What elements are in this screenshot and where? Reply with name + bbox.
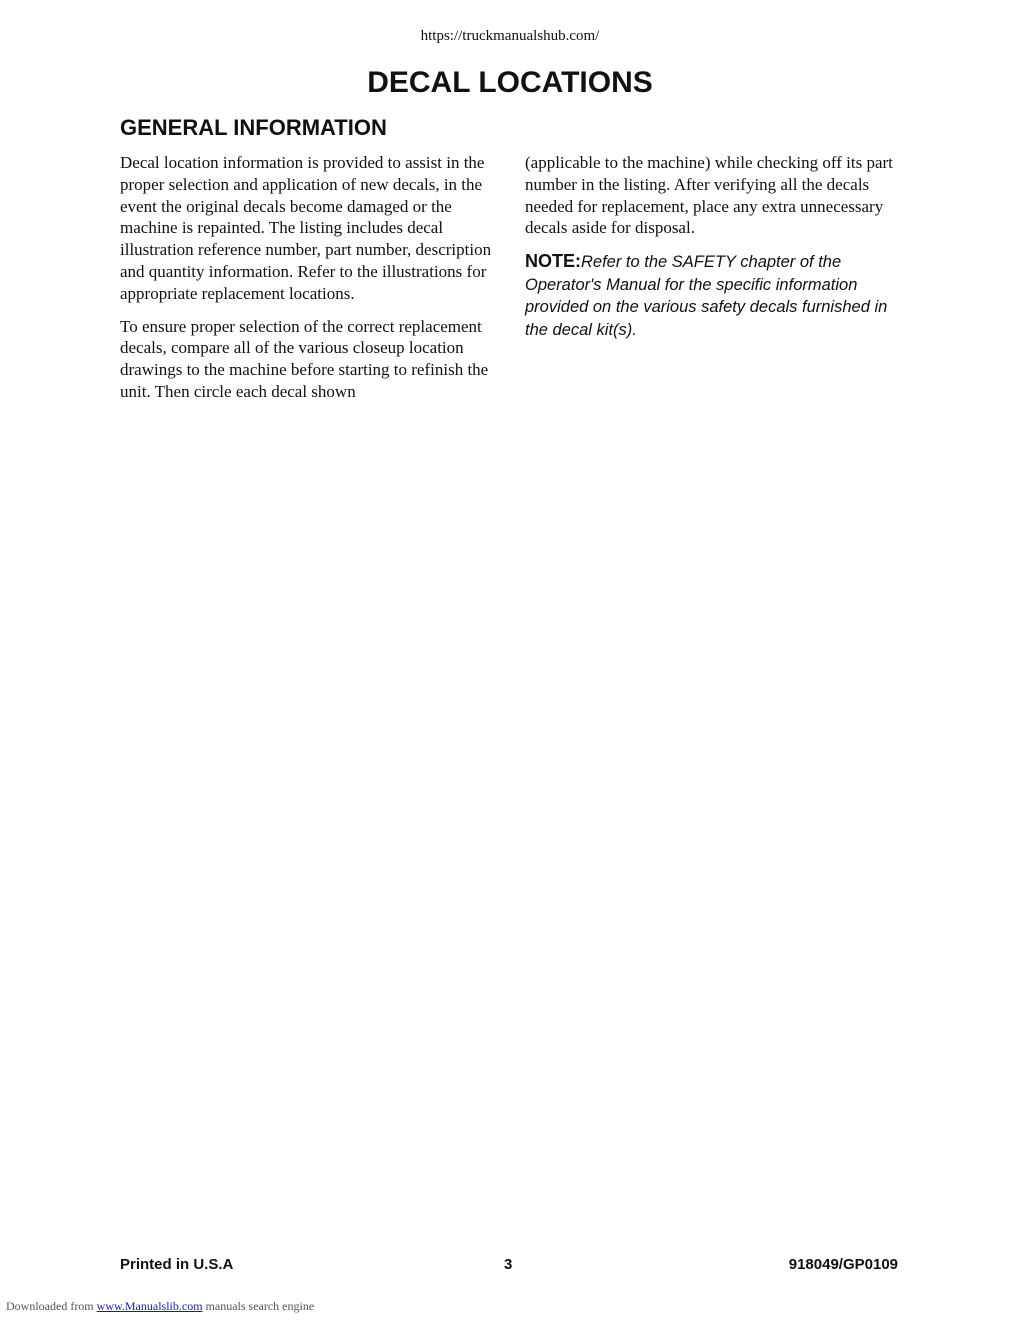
note-label: NOTE: <box>525 251 581 272</box>
right-column <box>525 152 905 341</box>
paragraph: To ensure proper selection of the correct replacement decals, compare all of the various closeup location drawings to the machine before starting to refinish the unit. Then circle each decal shown <box>120 316 489 401</box>
download-notice <box>6 1299 314 1314</box>
manualslib-link[interactable]: www.Manualslib.com <box>96 1299 203 1313</box>
page-number: 3 <box>504 1256 513 1273</box>
download-prefix: Downloaded from <box>6 1299 94 1313</box>
document-code: 918049/GP0109 <box>788 1256 898 1273</box>
download-suffix: manuals search engine <box>205 1299 315 1313</box>
source-url: https://truckmanualshub.com/ <box>420 28 600 44</box>
paragraph: (applicable to the machine) while checking off its part number in the listing. After verifying all the decals needed for replacement, place any extra unnecessary decals aside for disposal. <box>525 153 893 238</box>
page-title: DECAL LOCATIONS <box>367 66 653 99</box>
footer-printed: Printed in U.S.A <box>120 1256 234 1273</box>
paragraph: Decal location information is provided to assist in the proper selection and application of new decals, in the event the original decals become damaged or the machine is repainted. The listing includes decal illustration reference number, part number, description and quantity information. Refer to the illustrations for appropriate replacement locations. <box>120 153 492 303</box>
note-text: Refer to the SAFETY chapter of the Operator's Manual for the specific information provided on the various safety decals furnished in the decal kit(s). <box>525 253 888 339</box>
left-column <box>120 152 495 414</box>
note <box>525 250 905 341</box>
section-heading: GENERAL INFORMATION <box>120 115 387 140</box>
